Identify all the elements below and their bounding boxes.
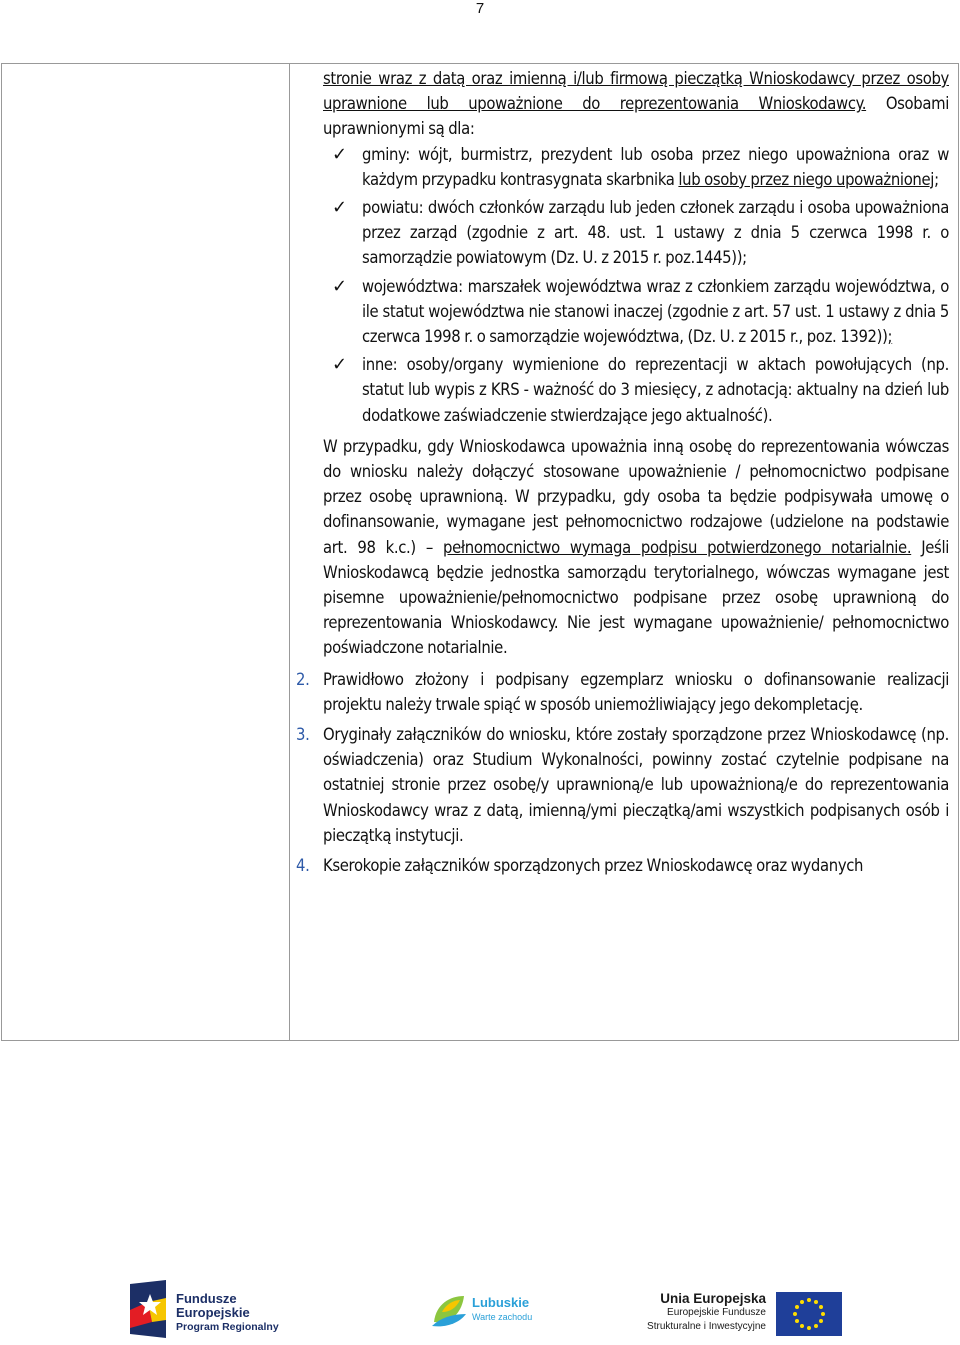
list-item-text: powiatu: dwóch członków zarządu lub jeden członek zarządu i osoba upoważniona przez zarząd (zgodnie z art. 48. ust. 1 ustawy z dnia 5 czerwca 1998 r. o samorządzie powiatowym (Dz. U. z 2015 r. poz.1445)); (362, 198, 949, 268)
fe-line3: Program Regionalny (176, 1321, 279, 1333)
checklist (323, 142, 949, 428)
fe-star-icon (130, 1280, 170, 1338)
eu-flag-icon (776, 1292, 842, 1336)
paragraph-text: W przypadku, gdy Wnioskodawca upoważnia inną osobę do reprezentowania wówczas do wniosku należy dołączyć stosowane upoważnienie / pełnomocnictwo podpisane przez osobę uprawnioną. W przypadku, gdy osoba ta będzie podpisywała umowę o dofinansowanie, wymagane jest pełnomocnictwo rodzajowe (udzielone na podstawie art. 98 k.c.) – (323, 436, 949, 557)
ue-line3: Strukturalne i Inwestycyjne (647, 1321, 766, 1332)
footer-logos (130, 1278, 850, 1342)
list-item-text: województwa: marszałek województwa wraz z członkiem zarządu województwa, o ile statut województwa nie stanowi inaczej (zgodnie z art. 57 ust. 1 ustawy z dnia 5 czerwca 1998 r. o samorządzie województwa, (Dz. U. z 2015 r., poz. 1392)) (362, 276, 949, 347)
lubuskie-line1: Lubuskie (472, 1295, 530, 1310)
list-item-text: inne: osoby/organy wymienione do reprezentacji w aktach powołujących (np. statut lub wypis z KRS - ważność do 3 miesięcy, z adnotacją: aktualny na dzień lub dodatkowe zaświadczenie stwierdzające jego aktualność). (362, 355, 949, 425)
list-number: 3. (296, 725, 310, 745)
ue-line2: Europejskie Fundusze (667, 1307, 766, 1318)
list-item-text: Prawidłowo złożony i podpisany egzemplarz wniosku o dofinansowanie realizacji projektu należy trwale spiąć w sposób uniemożliwiający jego dekompletację. (323, 669, 949, 714)
list-item (332, 274, 949, 350)
list-item (296, 853, 949, 878)
fundusze-europejskie-logo (130, 1280, 290, 1338)
column-divider (289, 64, 290, 1040)
authorization-paragraph (323, 434, 949, 661)
intro-paragraph (323, 66, 949, 142)
list-item-text: Oryginały załączników do wniosku, które zostały sporządzone przez Wnioskodawcę (np. oświadczenia) oraz Studium Wykonalności, powinny zostać czytelnie podpisane na ostatniej stronie przez osobę/y uprawnioną/e lub upoważnioną/e do reprezentowania Wnioskodawcy wraz z datą, imienną/ymi pieczątką/ami wszystkich podpisanych osób i pieczątką instytucji. (323, 725, 949, 845)
list-item (296, 667, 949, 717)
document-content (296, 66, 949, 883)
list-item-text: Kserokopie załączników sporządzonych przez Wnioskodawcę oraz wydanych (323, 856, 864, 876)
list-item (332, 195, 949, 271)
lubuskie-leaf-icon (430, 1292, 468, 1328)
checkmark-icon: ✓ (332, 275, 347, 297)
paragraph-underlined: pełnomocnictwo wymaga podpisu potwierdzonego notarialnie. (443, 537, 912, 557)
list-item (332, 142, 949, 192)
fe-line2: Europejskie (176, 1305, 250, 1320)
numbered-list (296, 667, 949, 879)
checkmark-icon: ✓ (332, 197, 347, 219)
lubuskie-logo-text (472, 1296, 532, 1324)
list-item-underlined: lub osoby przez niego upoważnionej (678, 169, 935, 189)
page-number: 7 (475, 0, 485, 17)
list-item-underlined: ; (887, 327, 893, 347)
ue-logo-text (638, 1292, 766, 1334)
list-number: 2. (296, 669, 310, 689)
unia-europejska-logo (638, 1292, 858, 1342)
checkmark-icon: ✓ (332, 143, 347, 165)
intro-underlined: stronie wraz z datą oraz imienną i/lub firmową pieczątką Wnioskodawcy przez osoby uprawnione lub upoważnione do reprezentowania Wnioskodawcy. (323, 69, 949, 114)
list-item (296, 722, 949, 848)
fe-line1: Fundusze (176, 1291, 237, 1306)
list-number: 4. (296, 856, 310, 876)
fe-logo-text (176, 1292, 279, 1334)
paragraph-text: Jeśli Wnioskodawcą będzie jednostka samorządu terytorialnego, wówczas wymagane jest pisemne upoważnienie/pełnomocnictwo podpisane przez osobę uprawnioną do reprezentowania Wnioskodawcy. Nie jest wymagane upoważnienie/ pełnomocnictwo poświadczone notarialnie. (323, 537, 949, 658)
list-item (332, 352, 949, 428)
intro-lead: Osobami uprawnionymi są dla: (323, 94, 949, 139)
ue-line1: Unia Europejska (660, 1291, 766, 1306)
list-item-tail: ; (934, 169, 939, 189)
list-item-text: gminy: wójt, burmistrz, prezydent lub osoba przez niego upoważniona oraz w każdym przypadku kontrasygnata skarbnika (362, 144, 949, 189)
lubuskie-line2: Warte zachodu (472, 1312, 533, 1322)
lubuskie-logo (430, 1292, 550, 1332)
checkmark-icon: ✓ (332, 354, 347, 376)
